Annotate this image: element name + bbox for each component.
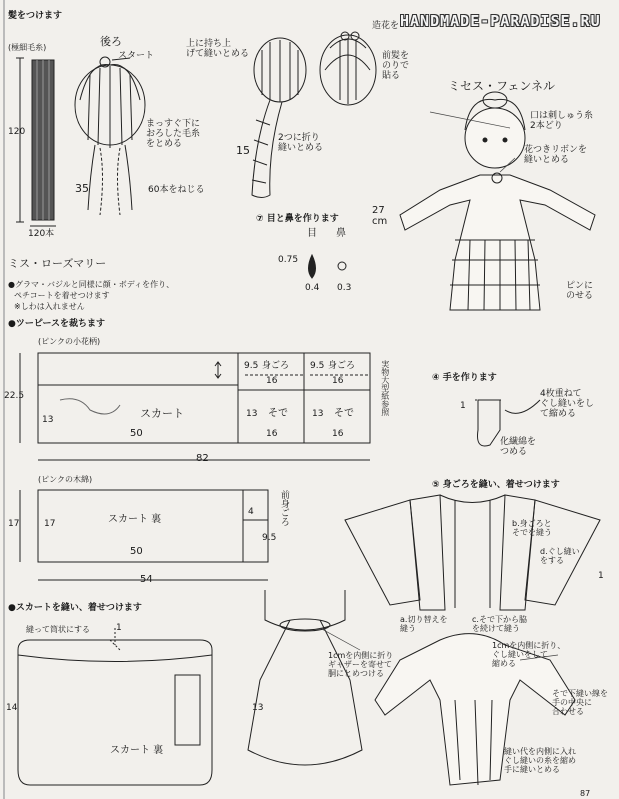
hair-sew-down: まっすぐ下に おろした毛糸 をとめる	[146, 119, 201, 149]
bodice-one: 1	[598, 571, 604, 581]
fabric1-w82: 82	[196, 453, 209, 464]
skirt-sew-gather: 1cmを内側に折り ギャザーを寄せて 胴にとめつける	[328, 651, 394, 678]
fabric1-pattern: 実物大型紙参照	[380, 360, 390, 416]
fabric1-w50: 50	[130, 428, 143, 439]
nose-shape	[338, 262, 346, 270]
yarn-skein	[16, 58, 56, 226]
eyes-d075: 0.75	[278, 255, 299, 265]
fabric1-b95b: 9.5	[310, 361, 325, 371]
skirt-sew-attach: 縫い代を内側に入れ ぐし縫いの糸を縮め 手に縫いとめる	[504, 747, 576, 774]
bodice-d: d.ぐし縫い をする	[540, 547, 580, 565]
fabric2-w50: 50	[130, 546, 143, 557]
eyes-eye-label: 目	[307, 228, 317, 239]
eyes-d03: 0.3	[337, 283, 352, 293]
hands-one: 1	[460, 401, 466, 411]
fabric2-w54: 54	[140, 574, 153, 585]
fabric2-h17b: 17	[44, 519, 56, 529]
fabric1-sleeve-b: そで	[334, 408, 354, 419]
fabric2-skirt-back: スカート 裏	[108, 514, 162, 525]
fabric1-b16a: 16	[266, 376, 278, 386]
fabric1-body-b: 身ごろ	[328, 361, 356, 371]
fennel-title: ミセス・フェンネル	[448, 79, 556, 93]
skirt-tube	[18, 625, 212, 785]
bodice-b: b.身ごろと そでを縫う	[512, 519, 552, 537]
fabric1-b16c: 16	[266, 429, 278, 439]
fabric-pink-cotton	[20, 490, 268, 580]
fabric2-h17a: 17	[8, 519, 20, 529]
fabric1-skirt: スカート	[140, 407, 184, 420]
skirt-sew-h13: 13	[252, 703, 264, 713]
hair-len15: 15	[236, 144, 250, 157]
hair-len120: 120	[8, 127, 26, 137]
rosemary-title: ミス・ローズマリー	[8, 257, 107, 270]
skirt-sew-h14: 14	[6, 703, 18, 713]
fabric1-body-a: 身ごろ	[262, 361, 290, 371]
braid-drawings	[252, 32, 376, 198]
skirt-sew-heading: ●スカートを縫い、着せつけます	[8, 603, 142, 613]
bodice-a: a.切り替えを 縫う	[400, 615, 448, 633]
fabric1-sleeve-a: そで	[268, 408, 288, 419]
rosemary-line2: ペチコートを着せつけます	[14, 291, 110, 300]
hair-back: 後ろ	[100, 35, 122, 48]
rosemary-line1: ●グラマ・バジルと同様に顔・ボディを作り、	[8, 280, 175, 289]
hands-heading: ④ 手を作ります	[432, 373, 497, 383]
fabric2-label: (ピンクの木綿)	[38, 475, 93, 484]
watermark: HANDMADE-PARADISE.RU	[400, 12, 601, 30]
eye-shape	[309, 255, 316, 278]
hair-material: (極細毛糸)	[8, 43, 47, 52]
hair-lift-sew: 上に持ち上 げて縫いとめる	[186, 39, 250, 59]
fabric1-h225: 22.5	[4, 391, 25, 401]
hair-count120: 120本	[28, 229, 55, 239]
fabric1-b16d: 16	[332, 429, 344, 439]
fennel-mouth: 口は刺しゅう糸 2本どり	[530, 111, 594, 131]
hair-bangs: 前髪を のりで 貼る	[382, 51, 410, 81]
bodice-c: c.そで下から脇 を続けて縫う	[472, 615, 527, 633]
fennel-height: 27 cm	[372, 205, 388, 227]
skirt-sew-skirt-back: スカート 裏	[110, 745, 164, 756]
fabric1-b95a: 9.5	[244, 361, 259, 371]
hair-fold-sew: 2つに折り 縫いとめる	[278, 133, 324, 153]
fennel-pin: ピンに のせる	[566, 281, 594, 301]
fabric2-d95: 9.5	[262, 533, 277, 543]
hair-len35: 35	[75, 182, 89, 195]
skirt-sew-tube: 縫って筒状にする	[26, 625, 90, 634]
fabric2-d4: 4	[248, 507, 254, 517]
rosemary-line3: ※しわは入れません	[14, 302, 85, 311]
eyes-heading: ⑦ 目と鼻を作ります	[256, 214, 339, 224]
fennel-ribbon: 花つきリボンを 縫いとめる	[524, 145, 588, 165]
bodice-heading: ⑤ 身ごろを縫い、着せつけます	[432, 480, 560, 490]
hands-note1: 4枚重ねて ぐし縫いをし て縮める	[540, 389, 595, 419]
skirt-sew-align: そで下縫い線を 手の中央に 合わせる	[552, 689, 608, 716]
hair-start: スタート	[118, 51, 155, 61]
fabric1-sl13b: 13	[312, 409, 324, 419]
hair-twist60: 60本をねじる	[148, 185, 205, 195]
skirt-sew-sleeve-fold: 1cmを内側に折り、 ぐし縫いをして 縮める	[492, 641, 566, 668]
fabric1-sl13a: 13	[246, 409, 258, 419]
fabric1-b16b: 16	[332, 376, 344, 386]
fabric2-front-body: 前身ごろ	[278, 490, 289, 526]
fabric1-s13: 13	[42, 415, 54, 425]
fabric1-label: (ピンクの小花柄)	[38, 337, 101, 346]
page-number: 87	[580, 789, 591, 798]
hair-heading: 髪をつけます	[8, 11, 63, 21]
hair-flowers: 造花を	[372, 21, 400, 31]
skirt-sew-one: 1	[116, 623, 122, 633]
eyes-nose-label: 鼻	[336, 228, 346, 239]
eyes-d04: 0.4	[305, 283, 320, 293]
rosemary-two-piece: ●ツーピースを裁ちます	[8, 319, 106, 329]
hands-note2: 化繊綿を つめる	[500, 437, 537, 457]
